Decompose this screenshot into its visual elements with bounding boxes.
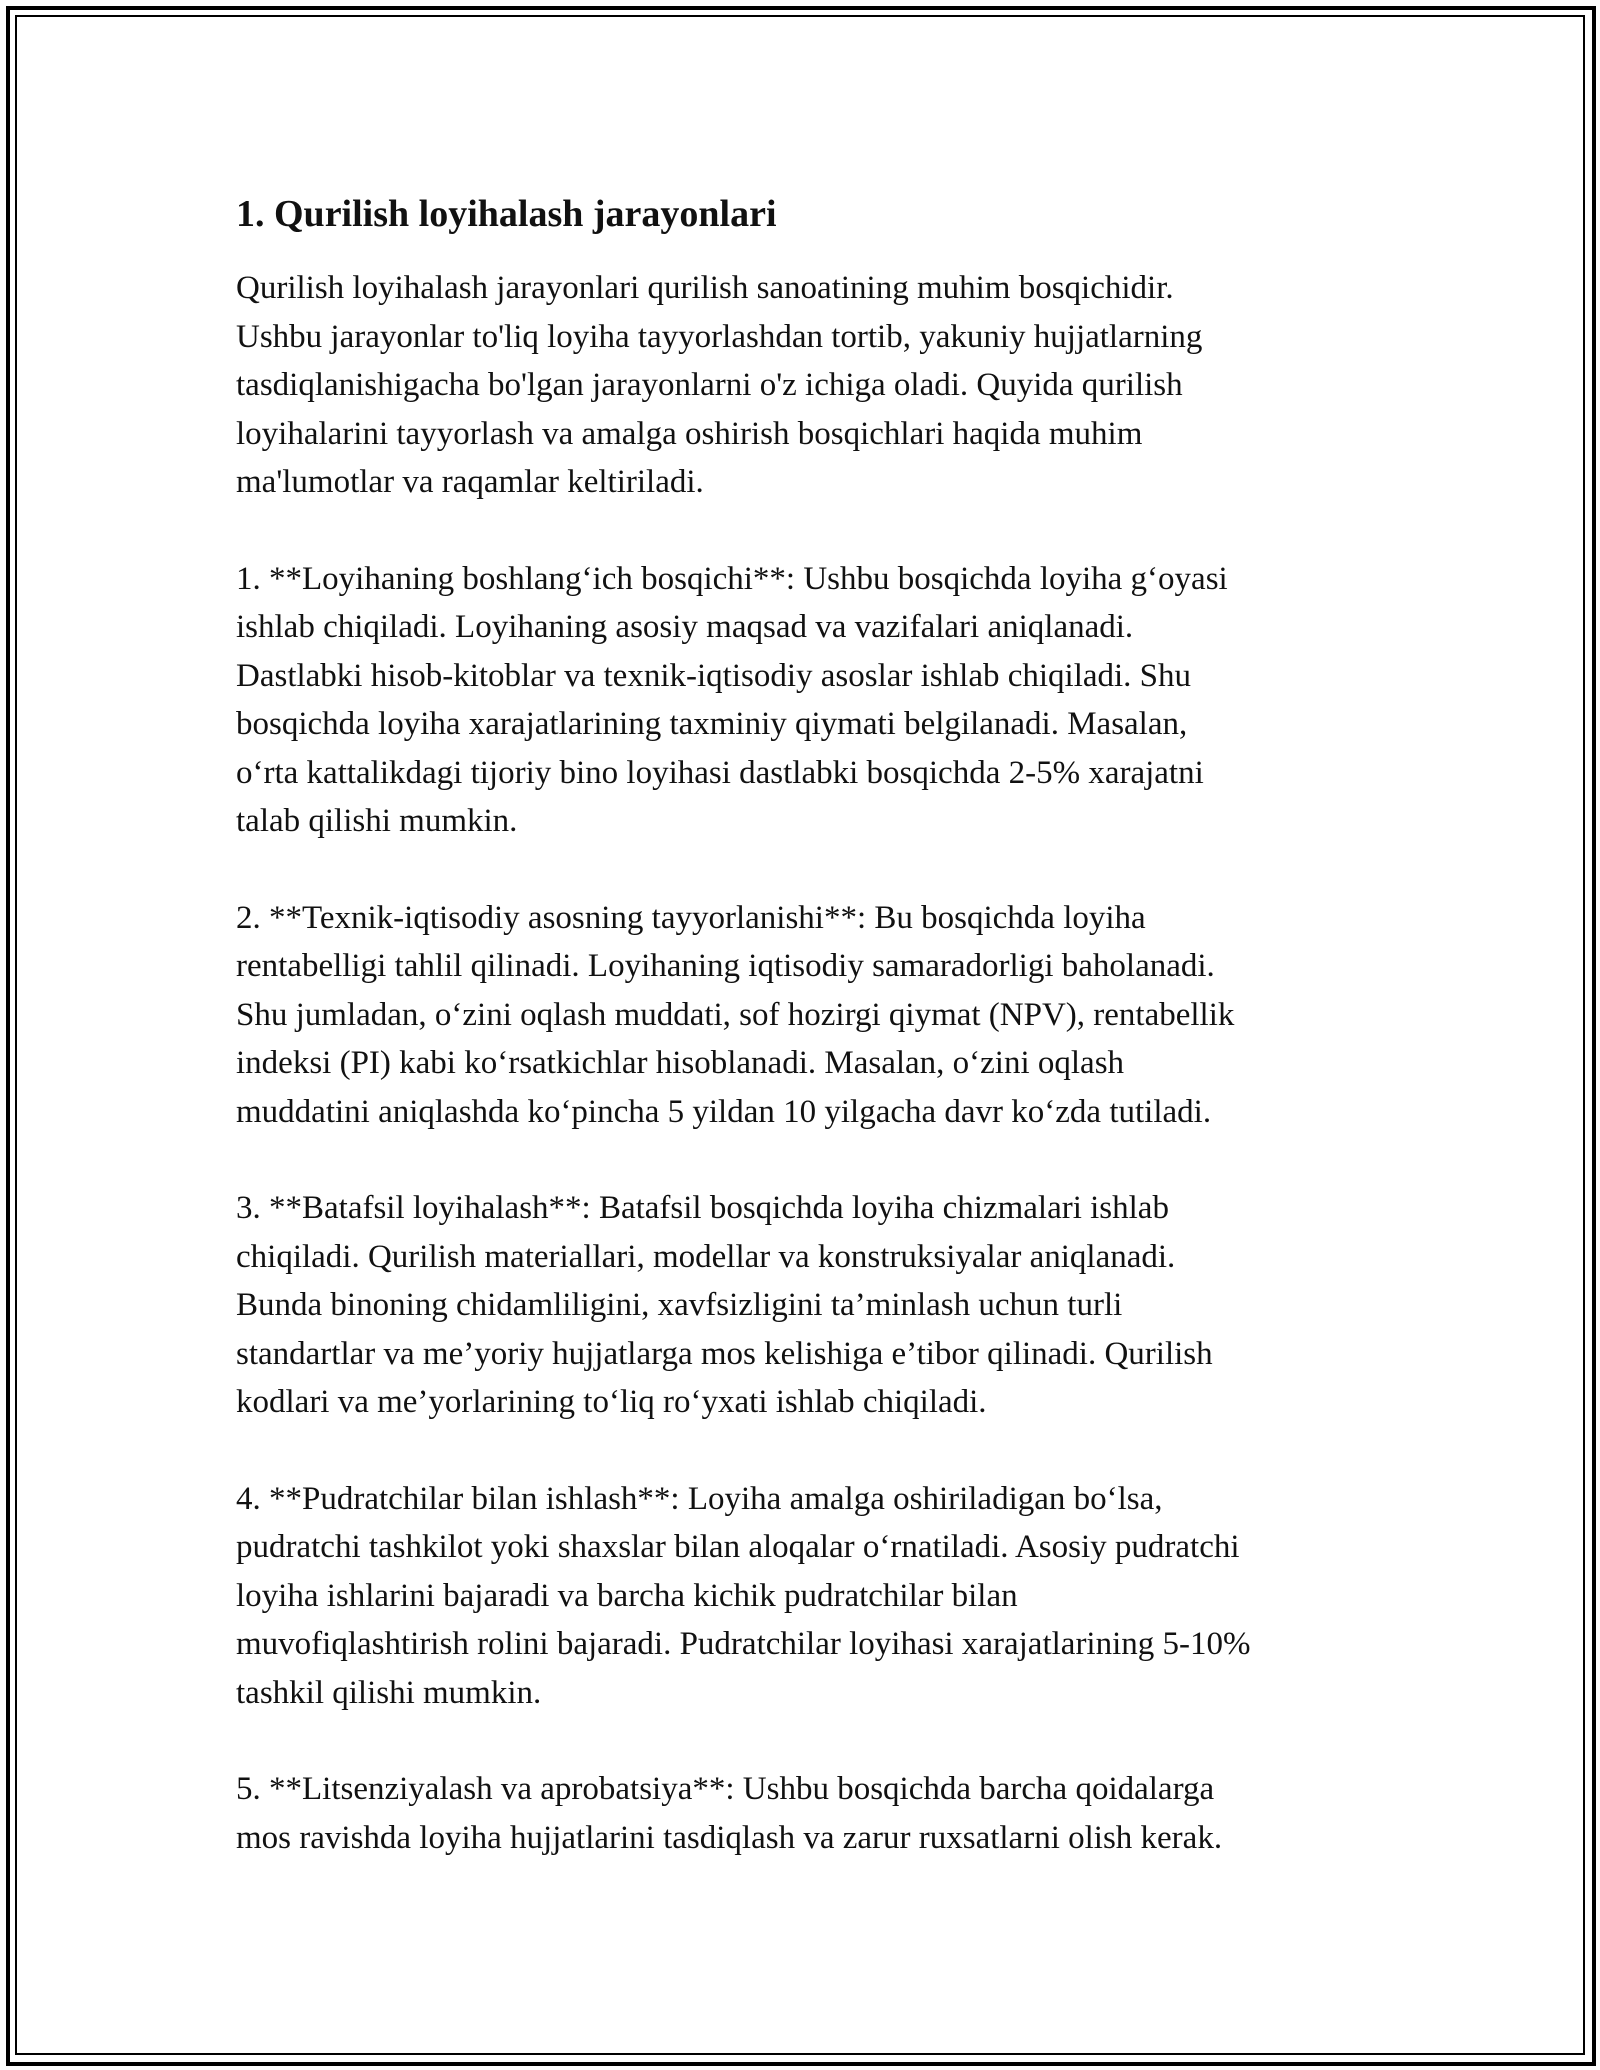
text-line: o‘rta kattalikdagi tijoriy bino loyihasi dastlabki bosqichda 2-5% xarajatni <box>236 754 1204 791</box>
text-line: chiqiladi. Qurilish materiallari, modellar va konstruksiyalar aniqlanadi. <box>236 1238 1176 1275</box>
text-line: Shu jumladan, o‘zini oqlash muddati, sof hozirgi qiymat (NPV), rentabellik <box>236 996 1235 1033</box>
text-line: muddatini aniqlashda ko‘pincha 5 yildan 10 yilgacha davr ko‘zda tutiladi. <box>236 1093 1212 1130</box>
text-line: standartlar va me’yoriy hujjatlarga mos kelishiga e’tibor qilinadi. Qurilish <box>236 1335 1213 1372</box>
text-line: loyiha ishlarini bajaradi va barcha kichik pudratchilar bilan <box>236 1577 1018 1614</box>
text-line: tasdiqlanishigacha bo'lgan jarayonlarni o'z ichiga oladi. Quyida qurilish <box>236 367 1183 403</box>
list-item-5 <box>236 1765 1386 1862</box>
text-line: Ushbu jarayonlar to'liq loyiha tayyorlashdan tortib, yakuniy hujjatlarning <box>236 318 1203 355</box>
text-line: 1. **Loyihaning boshlang‘ich bosqichi**: Ushbu bosqichda loyiha g‘oyasi <box>236 560 1228 597</box>
list-item-3 <box>236 1184 1386 1427</box>
document-title: 1. Qurilish loyihalash jarayonlari <box>236 193 777 235</box>
text-line: 2. **Texnik-iqtisodiy asosning tayyorlanishi**: Bu bosqichda loyiha <box>236 899 1146 936</box>
intro-paragraph <box>236 264 1386 507</box>
list-item-4 <box>236 1475 1386 1718</box>
text-line: 5. **Litsenziyalash va aprobatsiya**: Ushbu bosqichda barcha qoidalarga <box>236 1771 1215 1807</box>
text-line: Dastlabki hisob-kitoblar va texnik-iqtisodiy asoslar ishlab chiqiladi. Shu <box>236 657 1192 694</box>
list-item-2 <box>236 894 1386 1137</box>
text-line: indeksi (PI) kabi ko‘rsatkichlar hisoblanadi. Masalan, o‘zini oqlash <box>236 1045 1125 1081</box>
text-line: loyihalarini tayyorlash va amalga oshirish bosqichlari haqida muhim <box>236 415 1143 452</box>
text-line: rentabelligi tahlil qilinadi. Loyihaning iqtisodiy samaradorligi baholanadi. <box>236 948 1215 984</box>
text-line: bosqichda loyiha xarajatlarining taxminiy qiymati belgilanadi. Masalan, <box>236 706 1188 742</box>
text-line: muvofiqlashtirish rolini bajaradi. Pudratchilar loyihasi xarajatlarining 5-10% <box>236 1626 1251 1662</box>
list-item-1 <box>236 555 1386 846</box>
text-line: 4. **Pudratchilar bilan ishlash**: Loyiha amalga oshiriladigan bo‘lsa, <box>236 1480 1163 1517</box>
text-line: tashkil qilishi mumkin. <box>236 1674 542 1711</box>
text-line: Bunda binoning chidamliligini, xavfsizligini ta’minlash uchun turli <box>236 1287 1123 1323</box>
text-line: mos ravishda loyiha hujjatlarini tasdiqlash va zarur ruxsatlarni olish kerak. <box>236 1819 1223 1856</box>
document-body <box>236 188 1386 1910</box>
text-line: 3. **Batafsil loyihalash**: Batafsil bosqichda loyiha chizmalari ishlab <box>236 1190 1169 1226</box>
text-line: pudratchi tashkilot yoki shaxslar bilan aloqalar o‘rnatiladi. Asosiy pudratchi <box>236 1529 1240 1565</box>
text-line: ma'lumotlar va raqamlar keltiriladi. <box>236 464 704 500</box>
text-line: ishlab chiqiladi. Loyihaning asosiy maqsad va vazifalari aniqlanadi. <box>236 609 1134 645</box>
text-line: Qurilish loyihalash jarayonlari qurilish sanoatining muhim bosqichidir. <box>236 270 1174 306</box>
text-line: kodlari va me’yorlarining to‘liq ro‘yxati ishlab chiqiladi. <box>236 1384 987 1420</box>
text-line: talab qilishi mumkin. <box>236 803 518 839</box>
